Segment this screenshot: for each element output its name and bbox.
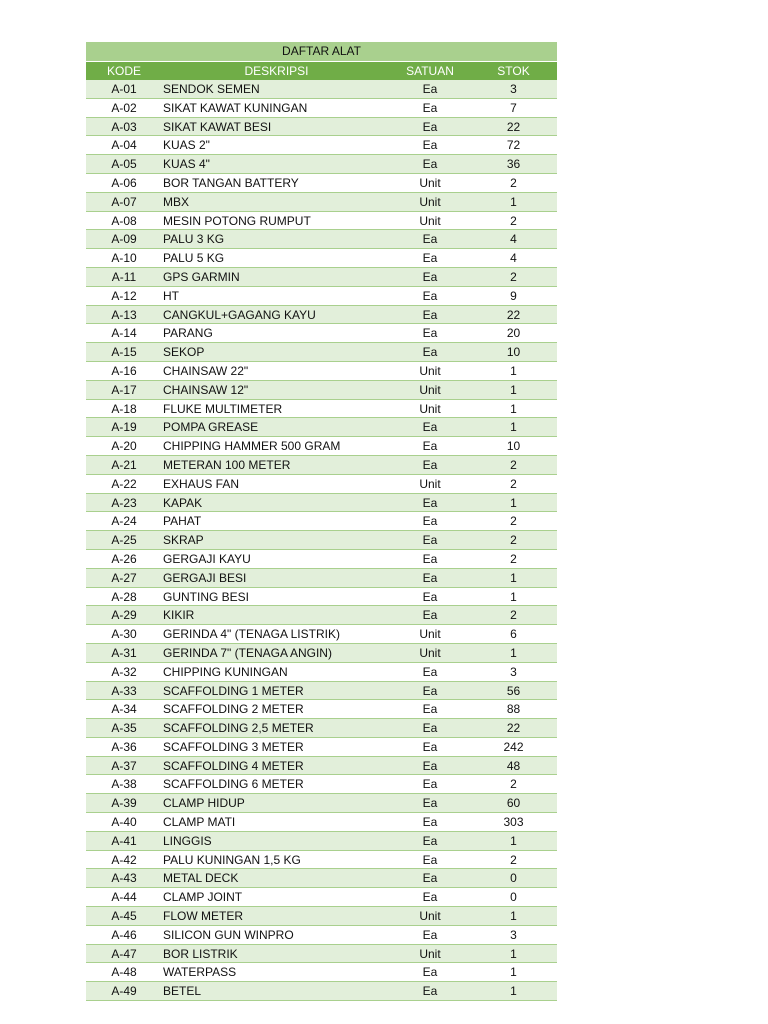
cell-stock: 242 — [503, 739, 524, 754]
cell-code: A-17 — [111, 382, 137, 397]
cell-code: A-07 — [111, 194, 137, 209]
cell-description: MESIN POTONG RUMPUT — [163, 213, 311, 228]
cell-code: A-21 — [111, 457, 137, 472]
cell-description: PAHAT — [163, 514, 202, 529]
cell-code: A-19 — [111, 420, 137, 435]
cell-stock: 3 — [510, 664, 517, 679]
cell-description: BOR TANGAN BATTERY — [163, 175, 299, 190]
table-row — [86, 926, 557, 945]
cell-stock: 4 — [510, 251, 517, 266]
cell-description: GERGAJI BESI — [163, 570, 247, 585]
column-header-unit: SATUAN — [406, 64, 454, 78]
cell-description: GERINDA 4" (TENAGA LISTRIK) — [163, 627, 340, 642]
cell-unit: Unit — [419, 175, 441, 190]
cell-stock: 1 — [510, 382, 517, 397]
cell-unit: Ea — [422, 514, 438, 529]
table-row — [86, 851, 557, 870]
cell-unit: Unit — [419, 476, 441, 491]
cell-stock: 2 — [510, 852, 517, 867]
cell-stock: 1 — [510, 965, 517, 980]
cell-stock: 1 — [510, 420, 517, 435]
cell-description: PALU 5 KG — [163, 251, 225, 266]
cell-unit: Unit — [419, 213, 441, 228]
cell-description: SEKOP — [163, 345, 205, 360]
cell-stock: 1 — [510, 589, 517, 604]
cell-description: PARANG — [163, 326, 213, 341]
cell-code: A-12 — [111, 288, 137, 303]
cell-description: GERGAJI KAYU — [163, 551, 251, 566]
cell-code: A-47 — [111, 946, 137, 961]
table-row — [86, 268, 557, 287]
cell-unit: Unit — [419, 194, 441, 209]
table-row — [86, 963, 557, 982]
cell-unit: Unit — [419, 909, 441, 924]
cell-description: PALU 3 KG — [163, 232, 225, 247]
cell-stock: 2 — [510, 269, 517, 284]
cell-code: A-35 — [111, 721, 137, 736]
cell-code: A-26 — [111, 551, 137, 566]
table-row — [86, 606, 557, 625]
cell-unit: Ea — [422, 608, 438, 623]
cell-unit: Ea — [422, 702, 438, 717]
table-row — [86, 136, 557, 155]
cell-code: A-30 — [111, 627, 137, 642]
cell-description: CHIPPING KUNINGAN — [163, 664, 288, 679]
cell-unit: Ea — [422, 533, 438, 548]
cell-stock: 1 — [510, 909, 517, 924]
cell-code: A-09 — [111, 232, 137, 247]
table-row — [86, 287, 557, 306]
cell-stock: 60 — [506, 796, 521, 811]
cell-description: KAPAK — [163, 495, 203, 510]
cell-code: A-31 — [111, 645, 137, 660]
table-row — [86, 174, 557, 193]
cell-description: CLAMP MATI — [163, 815, 236, 830]
cell-stock: 22 — [506, 119, 521, 134]
table-row — [86, 888, 557, 907]
cell-description: KUAS 4" — [163, 157, 210, 172]
cell-unit: Ea — [422, 664, 438, 679]
cell-code: A-16 — [111, 363, 137, 378]
table-row — [86, 362, 557, 381]
cell-unit: Unit — [419, 627, 441, 642]
cell-code: A-38 — [111, 777, 137, 792]
table-row — [86, 80, 557, 99]
cell-unit: Ea — [422, 796, 438, 811]
cell-stock: 7 — [510, 100, 517, 115]
cell-unit: Ea — [422, 288, 438, 303]
cell-code: A-18 — [111, 401, 137, 416]
table-header-row — [86, 62, 557, 80]
table-row — [86, 456, 557, 475]
cell-stock: 1 — [510, 946, 517, 961]
cell-unit: Ea — [422, 777, 438, 792]
cell-stock: 10 — [506, 345, 521, 360]
cell-unit: Ea — [422, 457, 438, 472]
cell-stock: 9 — [510, 288, 517, 303]
table-row — [86, 738, 557, 757]
cell-code: A-37 — [111, 758, 137, 773]
cell-unit: Unit — [419, 401, 441, 416]
table-row — [86, 437, 557, 456]
cell-code: A-03 — [111, 119, 137, 134]
table-row — [86, 832, 557, 851]
cell-unit: Ea — [422, 138, 438, 153]
table-row — [86, 494, 557, 513]
table-row — [86, 550, 557, 569]
cell-code: A-41 — [111, 833, 137, 848]
cell-stock: 88 — [506, 702, 521, 717]
cell-unit: Ea — [422, 589, 438, 604]
table-row — [86, 475, 557, 494]
cell-stock: 36 — [506, 157, 521, 172]
cell-unit: Ea — [422, 852, 438, 867]
table-row — [86, 418, 557, 437]
cell-code: A-15 — [111, 345, 137, 360]
cell-unit: Ea — [422, 984, 438, 999]
cell-code: A-08 — [111, 213, 137, 228]
cell-stock: 56 — [506, 683, 521, 698]
cell-stock: 72 — [506, 138, 521, 153]
cell-description: METERAN 100 METER — [163, 457, 291, 472]
cell-code: A-44 — [111, 890, 137, 905]
cell-description: KIKIR — [163, 608, 195, 623]
cell-description: KUAS 2" — [163, 138, 210, 153]
cell-description: SCAFFOLDING 2 METER — [163, 702, 304, 717]
cell-unit: Ea — [422, 551, 438, 566]
cell-description: CHIPPING HAMMER 500 GRAM — [163, 439, 341, 454]
column-header-code: KODE — [106, 64, 141, 78]
column-header-stock: STOK — [497, 64, 530, 78]
cell-stock: 2 — [510, 457, 517, 472]
cell-code: A-39 — [111, 796, 137, 811]
cell-unit: Ea — [422, 758, 438, 773]
cell-stock: 2 — [510, 777, 517, 792]
cell-description: SCAFFOLDING 3 METER — [163, 739, 304, 754]
cell-unit: Ea — [422, 871, 438, 886]
cell-stock: 2 — [510, 514, 517, 529]
table-row — [86, 813, 557, 832]
cell-unit: Ea — [422, 157, 438, 172]
cell-unit: Ea — [422, 739, 438, 754]
table-row — [86, 569, 557, 588]
cell-unit: Ea — [422, 927, 438, 942]
cell-code: A-01 — [111, 82, 137, 96]
cell-description: SCAFFOLDING 1 METER — [163, 683, 304, 698]
cell-stock: 22 — [506, 721, 521, 736]
cell-description: WATERPASS — [163, 965, 237, 980]
cell-code: A-11 — [111, 269, 137, 284]
cell-stock: 303 — [503, 815, 524, 830]
cell-code: A-25 — [111, 533, 137, 548]
cell-unit: Ea — [422, 965, 438, 980]
cell-unit: Ea — [422, 82, 438, 96]
cell-description: SIKAT KAWAT BESI — [163, 119, 272, 134]
table-row — [86, 306, 557, 325]
cell-unit: Ea — [422, 420, 438, 435]
cell-unit: Ea — [422, 100, 438, 115]
cell-stock: 22 — [506, 307, 521, 322]
cell-unit: Unit — [419, 382, 441, 397]
column-header-description: DESKRIPSI — [244, 64, 309, 78]
cell-unit: Ea — [422, 439, 438, 454]
table-row — [86, 193, 557, 212]
cell-description: CANGKUL+GAGANG KAYU — [163, 307, 316, 322]
cell-stock: 20 — [506, 326, 521, 341]
table-row — [86, 625, 557, 644]
table-row — [86, 700, 557, 719]
cell-code: A-10 — [111, 251, 137, 266]
cell-code: A-22 — [111, 476, 137, 491]
table-row — [86, 775, 557, 794]
cell-description: SCAFFOLDING 6 METER — [163, 777, 304, 792]
cell-description: SCAFFOLDING 4 METER — [163, 758, 304, 773]
cell-unit: Ea — [422, 345, 438, 360]
cell-code: A-45 — [111, 909, 137, 924]
cell-unit: Ea — [422, 269, 438, 284]
cell-stock: 4 — [510, 232, 517, 247]
cell-description: SENDOK SEMEN — [163, 82, 260, 96]
cell-unit: Ea — [422, 326, 438, 341]
cell-description: CLAMP JOINT — [163, 890, 243, 905]
cell-stock: 3 — [510, 82, 517, 96]
cell-description: HT — [163, 288, 179, 303]
table-row — [86, 907, 557, 926]
table-row — [86, 982, 557, 1001]
cell-stock: 2 — [510, 551, 517, 566]
table-row — [86, 663, 557, 682]
cell-unit: Unit — [419, 645, 441, 660]
tool-list-table — [86, 42, 557, 1001]
cell-code: A-28 — [111, 589, 137, 604]
cell-stock: 10 — [506, 439, 521, 454]
table-row — [86, 682, 557, 701]
cell-description: MBX — [163, 194, 190, 209]
table-row — [86, 118, 557, 137]
cell-stock: 2 — [510, 175, 517, 190]
cell-unit: Ea — [422, 307, 438, 322]
cell-unit: Ea — [422, 815, 438, 830]
cell-stock: 0 — [510, 871, 517, 886]
table-row — [86, 99, 557, 118]
cell-code: A-24 — [111, 514, 137, 529]
cell-description: SKRAP — [163, 533, 204, 548]
cell-description: PALU KUNINGAN 1,5 KG — [163, 852, 301, 867]
table-row — [86, 249, 557, 268]
table-row — [86, 400, 557, 419]
table-row — [86, 212, 557, 231]
cell-unit: Unit — [419, 946, 441, 961]
cell-description: LINGGIS — [163, 833, 212, 848]
cell-description: SILICON GUN WINPRO — [163, 927, 294, 942]
cell-stock: 3 — [510, 927, 517, 942]
cell-unit: Ea — [422, 232, 438, 247]
cell-code: A-13 — [111, 307, 137, 322]
table-row — [86, 794, 557, 813]
cell-code: A-49 — [111, 984, 137, 999]
table-title: DAFTAR ALAT — [86, 42, 557, 62]
cell-unit: Ea — [422, 119, 438, 134]
cell-description: CHAINSAW 12" — [163, 382, 249, 397]
table-row — [86, 644, 557, 663]
cell-stock: 1 — [510, 833, 517, 848]
cell-code: A-06 — [111, 175, 137, 190]
cell-unit: Unit — [419, 363, 441, 378]
cell-stock: 6 — [510, 627, 517, 642]
table-row — [86, 155, 557, 174]
cell-unit: Ea — [422, 683, 438, 698]
cell-description: GPS GARMIN — [163, 269, 240, 284]
cell-description: SCAFFOLDING 2,5 METER — [163, 721, 314, 736]
cell-unit: Ea — [422, 890, 438, 905]
cell-stock: 0 — [510, 890, 517, 905]
cell-unit: Ea — [422, 495, 438, 510]
table-row — [86, 343, 557, 362]
table-row — [86, 757, 557, 776]
cell-stock: 1 — [510, 401, 517, 416]
cell-stock: 48 — [506, 758, 521, 773]
cell-code: A-32 — [111, 664, 137, 679]
cell-stock: 1 — [510, 363, 517, 378]
cell-code: A-14 — [111, 326, 137, 341]
cell-code: A-27 — [111, 570, 137, 585]
cell-stock: 1 — [510, 570, 517, 585]
cell-description: FLUKE MULTIMETER — [163, 401, 283, 416]
cell-code: A-48 — [111, 965, 137, 980]
cell-stock: 1 — [510, 645, 517, 660]
cell-code: A-40 — [111, 815, 137, 830]
cell-code: A-02 — [111, 100, 137, 115]
table-row — [86, 512, 557, 531]
cell-description: GERINDA 7" (TENAGA ANGIN) — [163, 645, 332, 660]
cell-description: CHAINSAW 22" — [163, 363, 249, 378]
table-row — [86, 945, 557, 964]
cell-description: GUNTING BESI — [163, 589, 250, 604]
cell-code: A-29 — [111, 608, 137, 623]
cell-code: A-42 — [111, 852, 137, 867]
cell-stock: 1 — [510, 194, 517, 209]
cell-code: A-20 — [111, 439, 137, 454]
table-row — [86, 230, 557, 249]
cell-description: POMPA GREASE — [163, 420, 259, 435]
cell-description: METAL DECK — [163, 871, 239, 886]
table-row — [86, 869, 557, 888]
cell-description: SIKAT KAWAT KUNINGAN — [163, 100, 308, 115]
cell-stock: 2 — [510, 533, 517, 548]
table-row — [86, 381, 557, 400]
cell-code: A-46 — [111, 927, 137, 942]
cell-unit: Ea — [422, 251, 438, 266]
cell-stock: 2 — [510, 213, 517, 228]
cell-description: CLAMP HIDUP — [163, 796, 245, 811]
cell-stock: 1 — [510, 495, 517, 510]
cell-unit: Ea — [422, 721, 438, 736]
table-row — [86, 324, 557, 343]
table-row — [86, 719, 557, 738]
cell-stock: 2 — [510, 476, 517, 491]
cell-stock: 2 — [510, 608, 517, 623]
cell-code: A-04 — [111, 138, 137, 153]
cell-stock: 1 — [510, 984, 517, 999]
table-body — [86, 80, 557, 1001]
cell-code: A-05 — [111, 157, 137, 172]
table-row — [86, 531, 557, 550]
cell-description: EXHAUS FAN — [163, 476, 240, 491]
cell-code: A-43 — [111, 871, 137, 886]
cell-code: A-36 — [111, 739, 137, 754]
cell-description: BETEL — [163, 984, 202, 999]
cell-description: BOR LISTRIK — [163, 946, 238, 961]
cell-code: A-23 — [111, 495, 137, 510]
cell-code: A-34 — [111, 702, 137, 717]
cell-unit: Ea — [422, 570, 438, 585]
cell-unit: Ea — [422, 833, 438, 848]
table-row — [86, 588, 557, 607]
cell-description: FLOW METER — [163, 909, 243, 924]
cell-code: A-33 — [111, 683, 137, 698]
